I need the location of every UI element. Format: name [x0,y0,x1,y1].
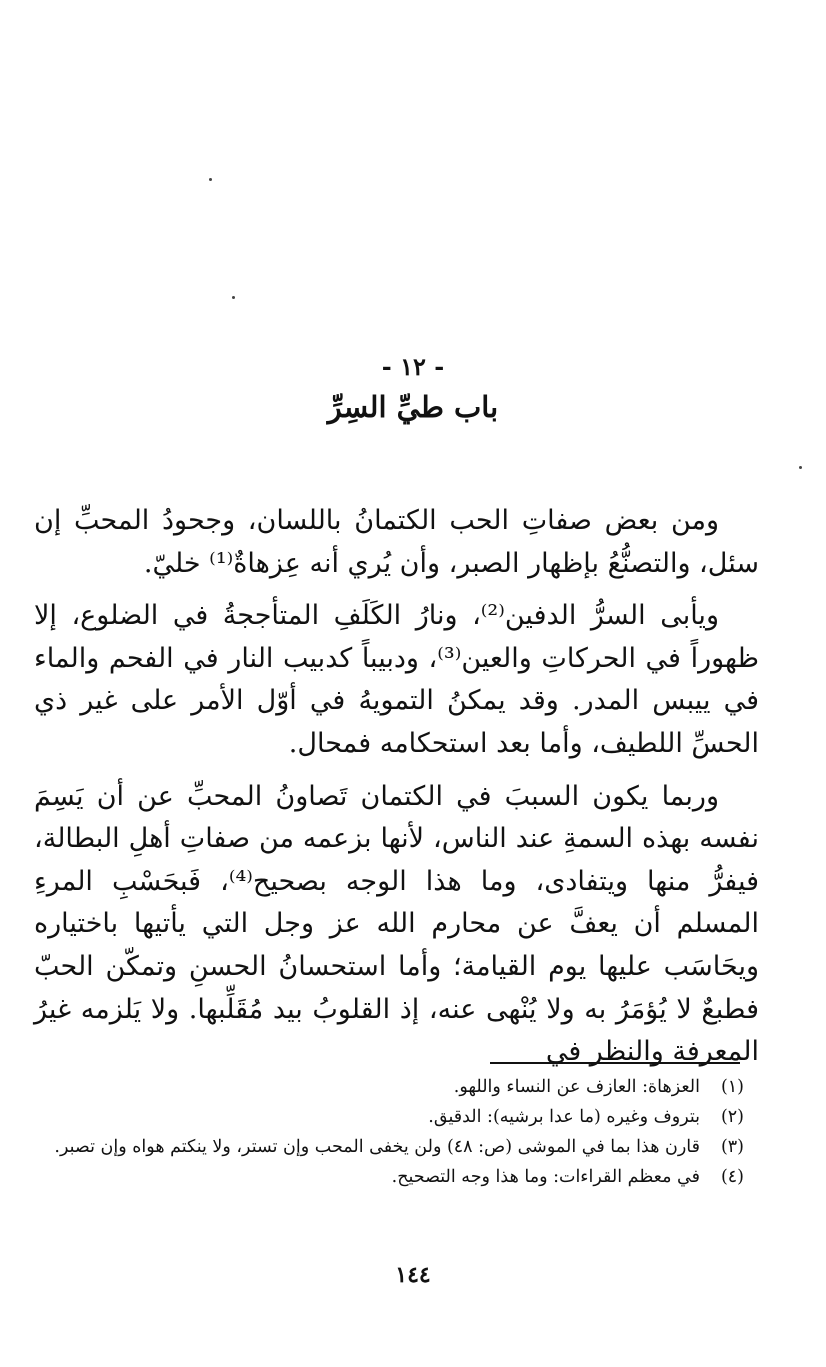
footnotes [44,1072,744,1192]
paragraph: ومن بعض صفاتِ الحب الكتمانُ باللسان، وجحودُ المحبِّ إن سئل، والتصنُّعُ بإظهار الصبر، وأن يُري أنه عِزهاةٌ⁽¹⁾ خليّ. [34,505,759,579]
footnote-text: في معظم القراءات: وما هذا وجه التصحيح. [391,1167,700,1187]
footnote-divider [490,1062,740,1064]
paragraph: وربما يكون السببَ في الكتمان تَصاونُ المحبِّ عن أن يَسِمَ نفسه بهذه السمةِ عند الناس، لأنها بزعمه من صفاتِ أهلِ البطالة، فيفرُّ منها ويتفادى، وما هذا الوجه بصحيح⁽⁴⁾، فَبحَسْبِ المرءِ المسلم أن يعفَّ عن محارم الله عز وجل التي يأتيها باختياره ويحَاسَب عليها يوم القيامة؛ وأما استحسانُ الحسنِ وتمكّن الحبّ فطبعٌ لا يُؤمَرُ به ولا يُنْهى عنه، إذ القلوبُ بيد مُقَلِّبها. ولا يَلزمه غيرُ المعرفة والنظر في [34,780,759,1068]
chapter-title: باب طيِّ السِرِّ [327,390,499,424]
footnote-text: العزهاة: العازف عن النساء واللهو. [453,1077,700,1097]
scan-speck [799,466,802,469]
page-number: ١٤٤ [395,1262,431,1288]
footnote [44,1132,744,1162]
footnote [44,1102,744,1132]
body-text [34,500,759,1084]
footnote-number: (٤) [720,1167,744,1187]
footnote-number: (١) [720,1077,744,1097]
footnote-number: (٢) [720,1107,744,1127]
footnote-text: بتروف وغيره (ما عدا برشيه): الدقيق. [428,1107,700,1127]
footnote [44,1162,744,1192]
chapter-number: - ١٢ - [381,352,445,381]
footnote-text: قارن هذا بما في الموشى (ص: ٤٨) ولن يخفى المحب وإن تستر، ولا ينكتم هواه وإن تصبر. [54,1137,700,1157]
scan-speck [232,296,235,299]
footnote [44,1072,744,1102]
paragraph: ويأبى السرُّ الدفين⁽²⁾، ونارُ الكَلَفِ المتأججةُ في الضلوع، إلا ظهوراً في الحركاتِ والعين⁽³⁾، ودبيباً كدبيب النار في الفحم والماء في ييبس المدر. وقد يمكنُ التمويهُ في أوّل الأمر على غير ذي الحسِّ اللطيف، وأما بعد استحكامه فمحال. [34,600,759,759]
footnote-number: (٣) [720,1137,744,1157]
scan-speck [209,178,212,181]
